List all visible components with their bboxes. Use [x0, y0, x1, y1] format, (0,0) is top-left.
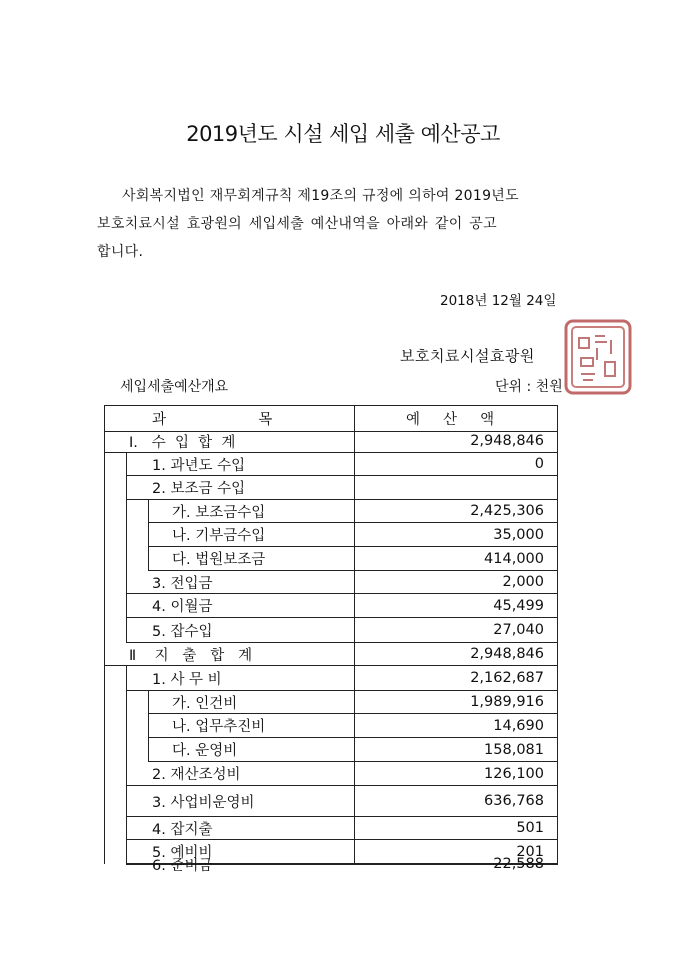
- row-item-name: 3. 사업비운영비: [152, 794, 255, 811]
- indent-line-office: [148, 691, 149, 762]
- row-item-name: 나. 업무추진비: [172, 719, 266, 735]
- table-row: [148, 738, 558, 762]
- table-left-border: [104, 405, 105, 864]
- intro-line-2: 보호치료시설 효광원의 세입세출 예산내역을 아래와 같이 공고: [97, 216, 497, 232]
- row-amount: 636,768: [484, 793, 544, 809]
- row-item-name: Ⅰ. 수 입 합 계: [129, 434, 236, 451]
- row-item-name: 2. 재산조성비: [152, 767, 241, 783]
- indent-line-income: [126, 453, 127, 643]
- row-amount: 414,000: [484, 550, 544, 567]
- row-item-name: 1. 사 무 비: [152, 671, 222, 688]
- table-row: [126, 618, 558, 643]
- table-row: [126, 786, 558, 817]
- table-row: [148, 523, 558, 547]
- page-title: 2019년도 시설 세입 세출 예산공고: [186, 122, 500, 146]
- row-item-name: 2. 보조금 수입: [152, 481, 246, 497]
- table-row: [104, 643, 558, 666]
- row-item-name: 가. 인건비: [172, 695, 238, 712]
- row-amount: 14,690: [493, 717, 544, 734]
- row-item-name: Ⅱ 지 출 합 계: [129, 647, 253, 664]
- row-item-name: 1. 과년도 수입: [152, 457, 246, 474]
- table-row: [148, 714, 558, 738]
- intro-line-3: 합니다.: [97, 244, 144, 260]
- intro-line-1: 사회복지법인 재무회계규칙 제19조의 규정에 의하여 2019년도: [122, 188, 519, 204]
- row-item-name: 3. 전입금: [152, 575, 213, 592]
- row-amount: 1,989,916: [470, 694, 544, 710]
- row-amount: 0: [534, 456, 544, 472]
- row-amount: 27,040: [493, 622, 544, 638]
- section-label: 세입세출예산개요: [120, 379, 229, 395]
- table-row: [148, 691, 558, 714]
- table-row: [148, 500, 558, 523]
- header-item-label: 과 목: [152, 412, 273, 428]
- row-amount: 2,425,306: [470, 503, 544, 519]
- table-row: [126, 594, 558, 618]
- table-row: [126, 476, 558, 500]
- row-item-name: 가. 보조금수입: [172, 504, 266, 521]
- table-row: [126, 666, 558, 691]
- row-item-name: 4. 이월금: [152, 599, 213, 615]
- row-item-name: 다. 운영비: [172, 743, 238, 759]
- row-amount: 201: [516, 843, 544, 860]
- header-amount-label: 예 산 액: [406, 412, 495, 428]
- row-item-name: 다. 법원보조금: [172, 552, 266, 568]
- row-amount: 2,948,846: [470, 646, 544, 662]
- row-amount: 2,948,846: [470, 433, 544, 449]
- row-amount: 126,100: [484, 765, 544, 782]
- indent-line-subsidy: [148, 500, 149, 571]
- row-amount: 2,162,687: [470, 670, 544, 686]
- amount-column-divider: [354, 405, 355, 864]
- table-row: [104, 430, 558, 453]
- row-item-name: 나. 기부금수입: [172, 528, 266, 544]
- row-amount: 35,000: [493, 526, 544, 543]
- row-item-name: 5. 예비비: [152, 845, 213, 861]
- table-row: [126, 571, 558, 594]
- announcement-date: 2018년 12월 24일: [440, 293, 557, 309]
- row-amount: 158,081: [484, 741, 544, 758]
- organization-name: 보호치료시설효광원: [400, 347, 535, 365]
- table-row: [126, 762, 558, 786]
- table-header-row: [104, 405, 558, 432]
- row-amount: 501: [516, 820, 544, 836]
- row-item-name: 5. 잡수입: [152, 623, 213, 640]
- table-row: [148, 547, 558, 571]
- row-amount: 2,000: [502, 574, 544, 590]
- row-item-name: 4. 잡지출: [152, 821, 213, 838]
- indent-line-expense: [126, 666, 127, 864]
- table-row: [126, 453, 558, 476]
- row-amount: 45,499: [493, 597, 544, 614]
- table-right-border: [557, 405, 558, 864]
- table-row: [126, 817, 558, 840]
- official-seal-stamp: [561, 318, 635, 398]
- unit-label: 단위 : 천원: [495, 379, 563, 395]
- table-row: 6. 준비금 22,588: [126, 864, 558, 865]
